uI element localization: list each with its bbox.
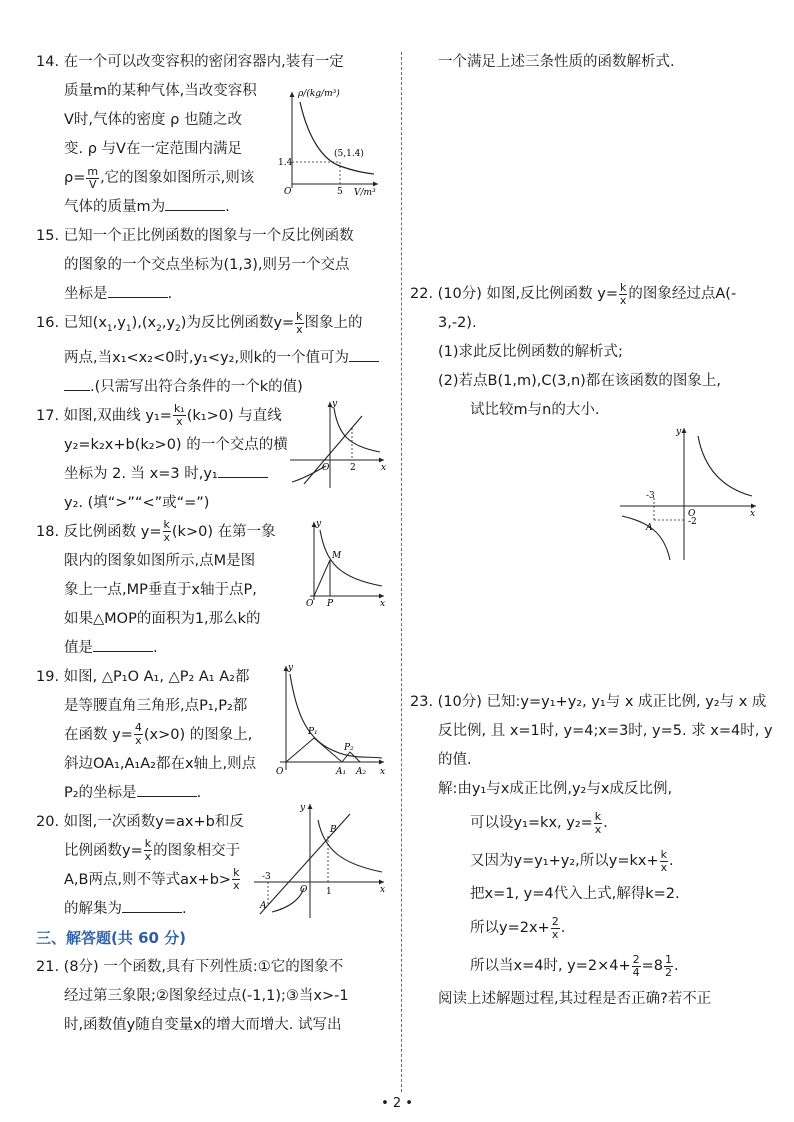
svg-text:P: P [327, 599, 334, 608]
svg-text:P₂: P₂ [344, 743, 354, 753]
q23-line4: 解:由y₁与x成正比例,y₂与x成反比例, [438, 781, 673, 797]
q14-line1: 14. 在一个可以改变容积的密闭容器内,装有一定 [36, 54, 344, 70]
svg-text:x: x [381, 463, 387, 473]
q22-line4: (2)若点B(1,m),C(3,n)都在该函数的图象上, [438, 373, 721, 389]
q23-line9: 所以当x=4时, y=2×4+ $\frac{2}{4}$ =8 $\frac{1}{2}$ . [470, 952, 679, 979]
q20-line3: A,B两点,则不等式ax+b> $\frac{k}{x}$ [64, 866, 240, 893]
svg-text:x: x [750, 509, 756, 519]
q22-line5: 试比较m与n的大小. [470, 402, 600, 418]
q23-line8: 所以y=2x+ $\frac{2}{x}$ . [470, 914, 566, 941]
q19-line4: 斜边OA₁,A₁A₂都在x轴上,则点 [64, 755, 257, 772]
q23-line5: 可以设y₁=kx, y₂= $\frac{k}{x}$ . [470, 809, 608, 836]
q15-line3: 坐标是 . [36, 280, 392, 309]
svg-text:-2: -2 [688, 517, 697, 527]
q23-line6: 又因为y=y₁+y₂,所以y=kx+ $\frac{k}{x}$ . [470, 847, 674, 874]
svg-text:P₁: P₁ [308, 727, 318, 737]
q22-figure [618, 424, 760, 564]
q16-answer-blank-b[interactable] [64, 374, 90, 391]
q19-answer-blank[interactable] [137, 780, 197, 797]
q14-answer-blank[interactable] [165, 194, 225, 211]
q14-line3: V时,气体的密度 ρ 也随之改 [64, 112, 242, 128]
svg-text:-3: -3 [262, 872, 271, 882]
question-15 [36, 222, 392, 309]
q23-line2: 反比例, 且 x=1时, y=4;x=3时, y=5. 求 x=4时, y [438, 723, 773, 739]
q14-line4: 变. ρ 与V在一定范围内满足 [64, 141, 242, 157]
q20-line1: 20. 如图,一次函数y=ax+b和反 [36, 813, 244, 830]
svg-text:O: O [276, 767, 284, 777]
svg-text:A₂: A₂ [356, 767, 367, 777]
q18-line2: 限内的图象如图所示,点M是图 [64, 552, 256, 569]
q22-line3: (1)求此反比例函数的解析式; [438, 344, 623, 360]
svg-text:O: O [688, 509, 696, 519]
svg-text:x: x [380, 599, 386, 608]
svg-text:O: O [306, 599, 314, 608]
q16-line1: 16. 已知$(x_1,y_1),(x_2,y_2)$为反比例函数y= $\frac{k}{x}$ 图象上的 [36, 309, 363, 336]
svg-text:A₁: A₁ [336, 767, 347, 777]
q21-line4: 一个满足上述三条性质的函数解析式. [438, 54, 675, 70]
q19-line3: 在函数 y= $\frac{4}{x}$ (x>0) 的图象上, [64, 721, 253, 748]
q15-answer-blank[interactable] [108, 281, 168, 298]
q14-fig-origin: O [284, 187, 292, 196]
q14-fig-xtick: 5 [337, 187, 343, 196]
q20-answer-blank[interactable] [122, 896, 182, 913]
q14-fig-xlabel: V/m³ [354, 188, 376, 196]
q19-figure [270, 662, 388, 780]
svg-text:A: A [646, 523, 653, 533]
question-22 [410, 280, 760, 425]
q23-line1: 23. (10分) 已知:y=y₁+y₂, y₁与 x 成正比例, y₂与 x 成 [410, 694, 767, 710]
q17-answer-blank[interactable] [218, 461, 268, 478]
q19-line1: 19. 如图, △P₁O A₁, △P₂ A₁ A₂都 [36, 668, 250, 685]
q17-line2: y₂=k₂x+b(k₂>0) 的一个交点的横 [64, 436, 288, 453]
q14-line2: 质量m的某种气体,当改变容积 [64, 83, 257, 99]
svg-text:O: O [300, 885, 308, 895]
q14-figure [278, 88, 388, 196]
svg-text:A: A [260, 901, 267, 911]
column-divider [401, 52, 402, 1092]
q15-line2: 的图象的一个交点坐标为(1,3),则另一个交点 [64, 257, 350, 273]
q17-figure [288, 398, 388, 490]
svg-text:y: y [676, 427, 682, 437]
q20-figure [252, 800, 388, 920]
q14-line6: 气体的质量m为 . [36, 193, 392, 222]
svg-text:x: x [380, 767, 386, 777]
q14-fig-point: (5,1.4) [334, 149, 364, 159]
svg-text:B: B [330, 825, 337, 835]
q21-line2: 经过第三象限;②图象经过点(-1,1);③当x>-1 [64, 987, 349, 1004]
q22-line1: 22. (10分) 如图,反比例函数 y= $\frac{k}{x}$ 的图象经过点A(- [410, 280, 737, 307]
q16-line3: .(只需写出符合条件的一个k的值) [36, 373, 392, 402]
q21-line3: 时,函数值y随自变量x的增大而增大. 试写出 [64, 1016, 342, 1033]
q20-line2: 比例函数y= $\frac{k}{x}$ 的图象相交于 [64, 837, 241, 864]
q14-line5: ρ= $\frac{m}{V}$ ,它的图象如图所示,则该 [64, 164, 255, 191]
q23-line7: 把x=1, y=4代入上式,解得k=2. [470, 886, 680, 902]
svg-text:y: y [288, 663, 294, 673]
svg-text:y: y [300, 803, 306, 813]
q23-line3: 的值. [438, 752, 472, 768]
q19-line5: P₂的坐标是 . [36, 779, 392, 808]
svg-text:y: y [332, 399, 338, 409]
q19-line2: 是等腰直角三角形,点P₁,P₂都 [64, 697, 248, 714]
q18-line3: 象上一点,MP垂直于x轴于点P, [64, 581, 257, 598]
svg-text:2: 2 [350, 463, 356, 473]
q20-line4: 的解集为 . [36, 895, 392, 924]
q17-line1: 17. 如图,双曲线 y₁= $\frac{\text{k₁}}{x}$ (k₁>0) 与直线 [36, 402, 282, 429]
q18-figure [298, 518, 388, 608]
svg-text:-3: -3 [646, 491, 655, 501]
svg-text:x: x [380, 885, 386, 895]
page-number: • 2 • [381, 1096, 413, 1111]
q18-line5: 值是 . [36, 634, 392, 663]
q18-line1: 18. 反比例函数 y= $\frac{k}{x}$ (k>0) 在第一象 [36, 518, 276, 545]
q22-line2: 3,-2). [438, 315, 477, 331]
q16-line2: 两点,当x₁<x₂<0时,y₁<y₂,则k的一个值可为 [36, 344, 392, 373]
svg-text:M: M [332, 551, 342, 561]
section-3-heading: 三、解答题(共 60 分) [36, 928, 187, 947]
svg-text:O: O [322, 463, 330, 473]
q14-fig-ylabel: ρ/(kg/m³) [298, 89, 340, 99]
svg-text:1: 1 [326, 887, 332, 897]
q14-fig-ytick: 1.4 [278, 158, 293, 168]
q18-line4: 如果△MOP的面积为1,那么k的 [64, 610, 261, 627]
q18-answer-blank[interactable] [93, 635, 153, 652]
q16-answer-blank-a[interactable] [349, 345, 379, 362]
q17-line4: y₂. (填“>”“<”或“=”) [64, 494, 210, 511]
q17-line3: 坐标为 2. 当 x=3 时,y₁ [36, 460, 392, 489]
question-23 [410, 688, 773, 1014]
question-16 [36, 309, 392, 402]
q21-line1: 21. (8分) 一个函数,具有下列性质:①它的图象不 [36, 958, 344, 975]
question-21 [36, 953, 392, 1040]
q23-line10: 阅读上述解题过程,其过程是否正确?若不正 [438, 991, 712, 1007]
q14-fraction: $\frac{m}{V}$ [87, 164, 99, 191]
q15-line1: 15. 已知一个正比例函数的图象与一个反比例函数 [36, 228, 354, 244]
svg-text:y: y [316, 519, 322, 529]
